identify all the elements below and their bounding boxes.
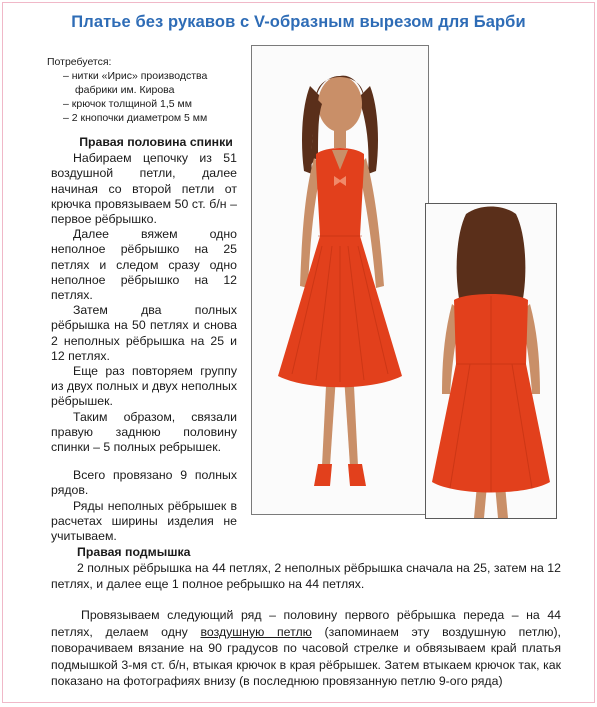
requirement-item: – 2 кнопочки диаметром 5 мм [63,112,208,124]
next-row-section [51,607,561,690]
paragraph: Всего провязано 9 полных рядов. [51,468,237,498]
paragraph: Еще раз повторяем группу из двух полных и двух неполных рёбрышек. [51,364,237,409]
text-part: Провязываем следующий ряд – половину первого рёбрышка переда – на 44 петлях, делаем одну [51,608,561,639]
requirement-item: – крючок толщиной 1,5 мм [63,98,192,110]
page-title: Платье без рукавов с V-образным вырезом для Барби [71,13,526,31]
requirement-item: фабрики им. Кирова [75,84,175,96]
text-part: (запоминаем эту воздушную петлю), поворачиваем вязание на 90 градусов по часовой стрелке и обвязываем край платья подмышкой 3-мя ст. б/н, втыкая крючок в края рёбрышек. Затем втыкаем крючок так, как показано на фотографиях внизу (в последнюю провязанную петлю 9-ого ряда) [51,624,561,689]
paragraph: Набираем цепочку из 51 воздушной петли, далее начиная со второй петли от крючка провязываем 50 ст. б/н – первое рёбрышко. [51,151,237,227]
section-heading: Правая половина спинки [79,135,233,149]
paragraph: Таким образом, связали правую заднюю половину спинки – 5 полных ребрышек. [51,409,237,455]
section-heading: Правая подмышка [77,545,191,559]
paragraph: Затем два полных рёбрышка на 50 петлях и снова 2 неполных рёбрышка на 25 и 12 петлях. [51,303,237,363]
armpit-section [51,544,561,592]
paragraph: 2 полных рёбрышка на 44 петлях, 2 неполных рёбрышка сначала на 25, затем на 12 петлях, и далее еще 1 полное ребрышко на 44 петлях. [51,561,561,591]
doll-front-illustration [252,46,428,514]
chain-stitch-link[interactable]: воздушную петлю [200,624,312,639]
doll-back-illustration [426,204,556,518]
right-back-section [51,135,237,544]
requirement-item: – нитки «Ирис» производства [63,70,208,82]
doll-front-photo [251,45,429,515]
paragraph [51,607,561,690]
doll-back-photo [425,203,557,519]
paragraph: Ряды неполных рёбрышек в расчетах ширины изделия не учитываем. [51,498,237,544]
page [2,2,595,703]
requirements [47,55,247,125]
paragraph: Далее вяжем одно неполное рёбрышко на 25 петлях и следом сразу одно неполное рёбрышко на 12 петлях. [51,227,237,303]
requirements-heading: Потребуется: [47,56,112,68]
